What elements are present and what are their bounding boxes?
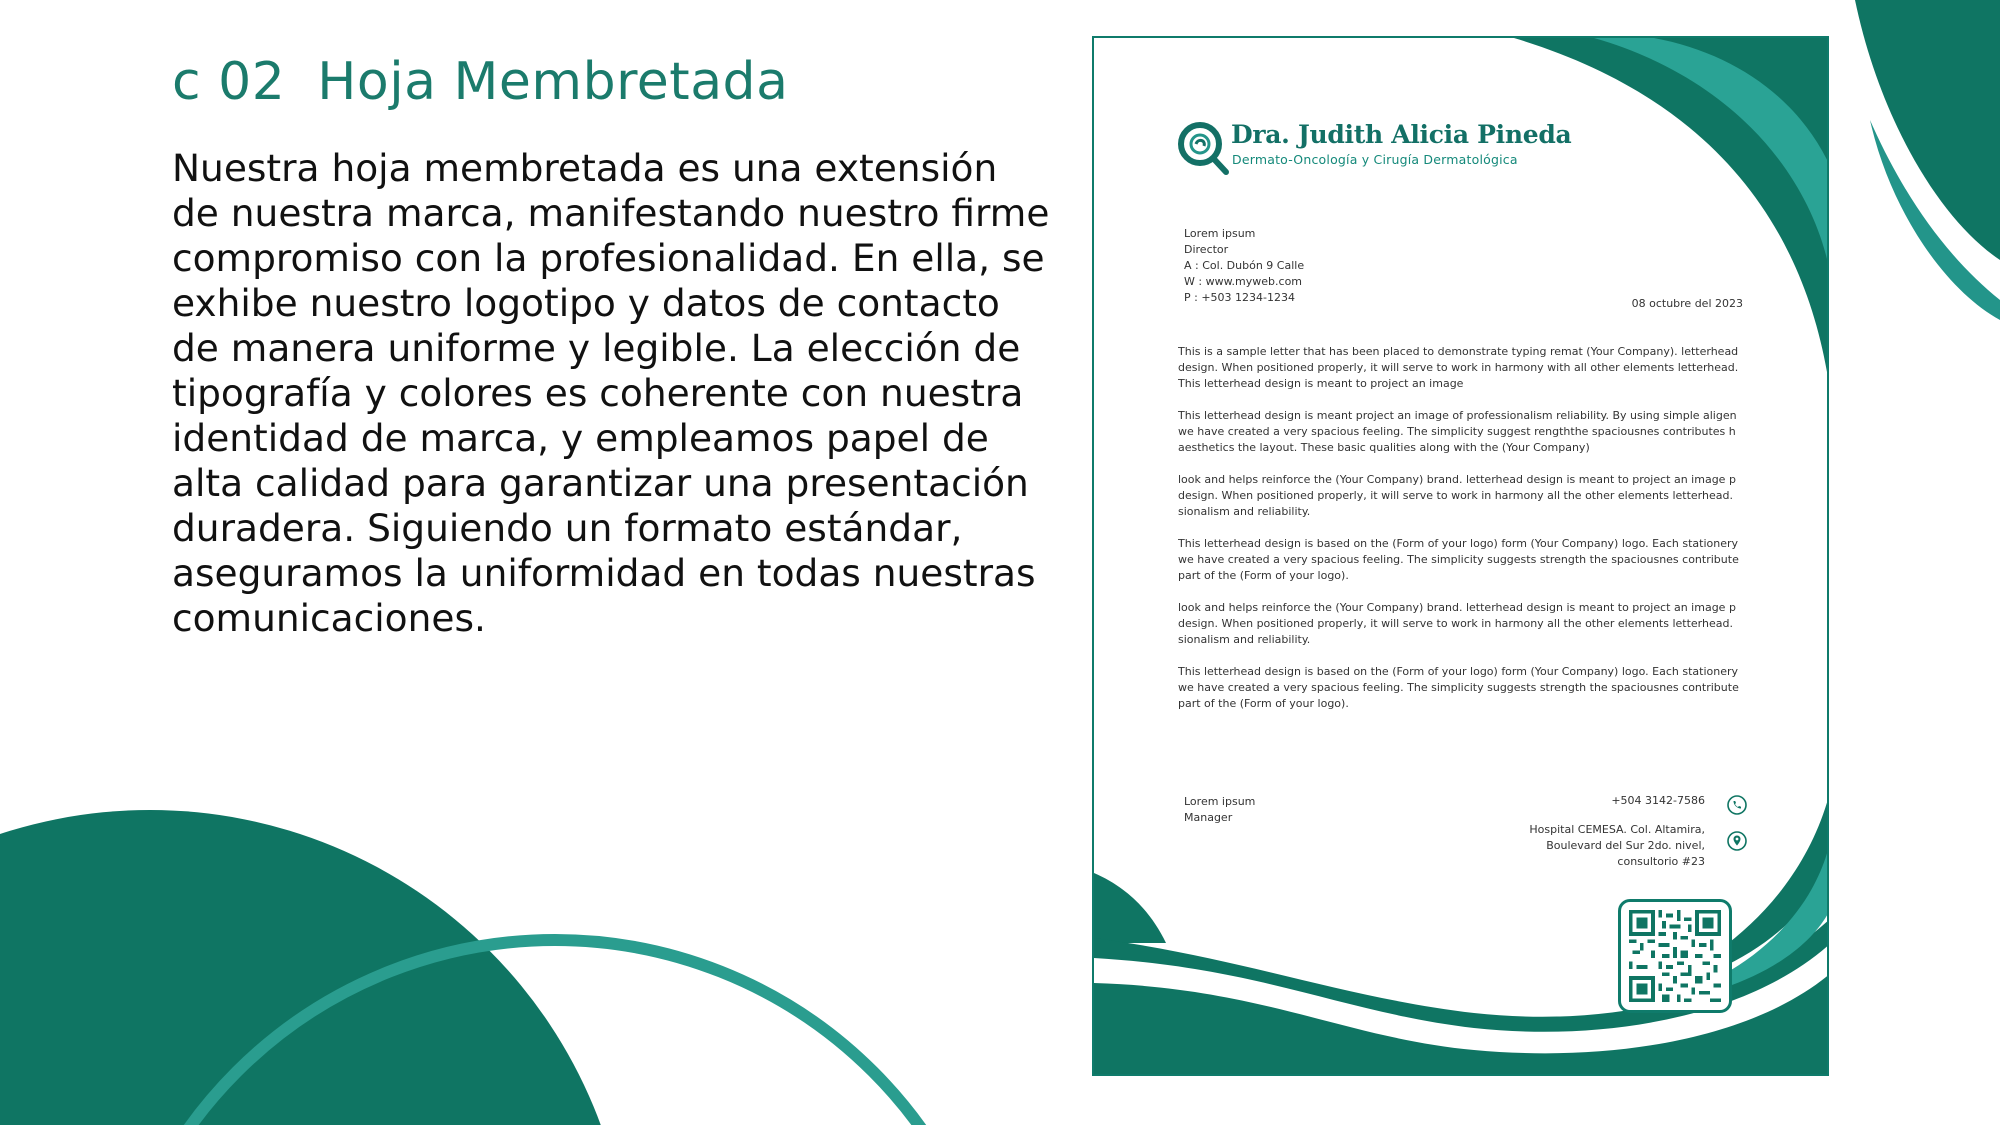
paragraph-line: sionalism and reliability. [1178,633,1311,646]
section-code: c 02 [172,52,286,112]
signer-role: Manager [1184,811,1233,824]
description-line: identidad de marca, y empleamos papel de [172,416,989,460]
paragraph-line: look and helps reinforce the (Your Company) brand. letterhead design is meant to project an image p [1178,601,1736,614]
letter-body [1178,344,1748,728]
description-line: exhibe nuestro logotipo y datos de contacto [172,281,1000,325]
description-line: Nuestra hoja membretada es una extensión [172,146,998,190]
bottom-left-circle [0,810,630,1125]
brand-name: Dra. Judith Alicia Pineda [1231,120,1572,149]
paragraph-line: part of the (Form of your logo). [1178,697,1349,710]
paragraph-line: design. When positioned properly, it will serve to work in harmony all the other elements letterhead. [1178,489,1733,502]
paragraph-line: we have created a very spacious feeling. The simplicity suggests strength the spaciousnes contribute [1178,553,1739,566]
description-line: comunicaciones. [172,596,486,640]
paragraph [1178,600,1748,648]
paragraph-line: sionalism and reliability. [1178,505,1311,518]
paragraph-line: design. When positioned properly, it will serve to work in harmony with all other elements letterhead. [1178,361,1739,374]
location-pin-icon [1726,830,1748,852]
description-line: aseguramos la uniformidad en todas nuestras [172,551,1036,595]
description-line: tipografía y colores es coherente con nuestra [172,371,1024,415]
sender-web: W : www.myweb.com [1184,275,1303,288]
paragraph [1178,408,1748,456]
paragraph [1178,536,1748,584]
sender-phone: P : +503 1234-1234 [1184,291,1295,304]
paragraph-line: design. When positioned properly, it will serve to work in harmony all the other elements letterhead. [1178,617,1733,630]
letter-date: 08 octubre del 2023 [1631,297,1743,310]
letterhead-mockup [1092,36,1829,1076]
paragraph [1178,664,1748,712]
sender-block [1184,226,1304,306]
address-line: consultorio #23 [1617,855,1705,868]
phone-icon [1726,794,1748,816]
paragraph-line: This letterhead design is based on the (Form of your logo) form (Your Company) logo. Each stationery [1178,665,1739,678]
description-line: duradera. Siguiendo un formato estándar, [172,506,963,550]
magnifier-logo-icon [1174,118,1234,178]
contact-address [1529,822,1705,870]
sender-role: Director [1184,243,1229,256]
paragraph-line: This is a sample letter that has been placed to demonstrate typing remat (Your Company). letterhead [1178,345,1739,358]
signer-name: Lorem ipsum [1184,795,1256,808]
contact-phone: +504 3142-7586 [1611,794,1705,807]
brand-subtitle: Dermato-Oncología y Cirugía Dermatológica [1232,152,1518,167]
paragraph-line: This letterhead design is based on the (Form of your logo) form (Your Company) logo. Each stationery [1178,537,1739,550]
sender-address: A : Col. Dubón 9 Calle [1184,259,1305,272]
paragraph-line: part of the (Form of your logo). [1178,569,1349,582]
slide-heading [172,52,788,122]
qr-code-pattern [1629,910,1721,1002]
description-line: de nuestra marca, manifestando nuestro firme [172,191,1050,235]
description-line: de manera uniforme y legible. La elección de [172,326,1021,370]
description-line: compromiso con la profesionalidad. En ella, se [172,236,1045,280]
description [172,146,1072,641]
paragraph-line: This letterhead design is meant project an image of professionalism reliability. By using simple aligen [1178,409,1737,422]
paragraph [1178,472,1748,520]
slide-title: Hoja Membretada [317,52,789,112]
address-line: Hospital CEMESA. Col. Altamira, [1529,823,1705,836]
paragraph-line: we have created a very spacious feeling. The simplicity suggests strength the spaciousnes contribute [1178,681,1739,694]
paragraph [1178,344,1748,392]
paragraph-line: look and helps reinforce the (Your Company) brand. letterhead design is meant to project an image p [1178,473,1736,486]
address-line: Boulevard del Sur 2do. nivel, [1546,839,1705,852]
paragraph-line: aesthetics the layout. These basic qualities along with the (Your Company) [1178,441,1590,454]
qr-code [1618,899,1732,1013]
sender-name: Lorem ipsum [1184,227,1256,240]
paragraph-line: This letterhead design is meant to project an image [1178,377,1464,390]
signer-block [1184,794,1255,826]
top-right-swoosh [1855,0,2000,260]
paragraph-line: we have created a very spacious feeling. The simplicity suggest rengththe spaciousnes contributes h [1178,425,1736,438]
description-line: alta calidad para garantizar una presentación [172,461,1029,505]
